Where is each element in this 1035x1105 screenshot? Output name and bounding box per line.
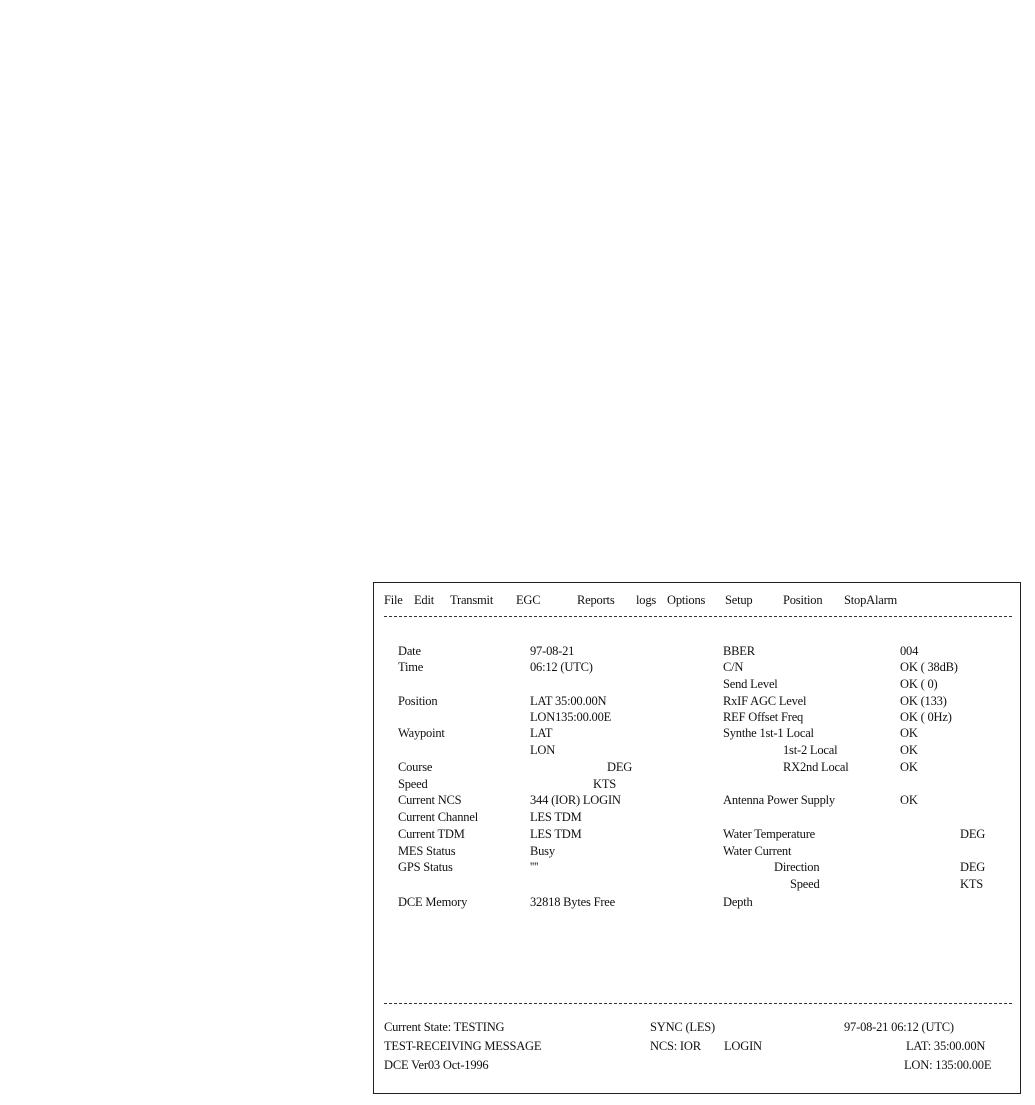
water-temp-unit: DEG	[960, 827, 986, 841]
synthe-1st2-label: 1st-2 Local	[783, 743, 838, 757]
menu-setup[interactable]: Setup	[725, 593, 753, 607]
current-state-text: Current State: TESTING	[384, 1020, 505, 1034]
bottom-divider	[384, 1003, 1012, 1004]
rxif-agc-label: RxIF AGC Level	[723, 694, 807, 708]
water-temp-label: Water Temperature	[723, 827, 816, 841]
version-text: DCE Ver03 Oct-1996	[384, 1058, 489, 1072]
synthe-1st1-value: OK	[900, 726, 918, 740]
ncs-status: NCS: IOR	[650, 1039, 701, 1053]
menu-bar	[384, 593, 1014, 611]
water-current-label: Water Current	[723, 844, 792, 858]
waypoint-lat: LAT	[530, 726, 553, 740]
position-label: Position	[398, 694, 438, 708]
antenna-power-label: Antenna Power Supply	[723, 793, 835, 807]
bber-value: 004	[900, 644, 919, 658]
course-label: Course	[398, 760, 433, 774]
current-channel-label: Current Channel	[398, 810, 478, 824]
menu-file[interactable]: File	[384, 593, 403, 607]
position-lon: LON135:00.00E	[530, 710, 612, 724]
current-channel-value: LES TDM	[530, 810, 582, 824]
water-speed-unit: KTS	[960, 877, 984, 891]
time-value: 06:12 (UTC)	[530, 660, 593, 674]
menu-logs[interactable]: logs	[636, 593, 657, 607]
synthe-1st2-value: OK	[900, 743, 918, 757]
date-label: Date	[398, 644, 421, 658]
sync-status: SYNC (LES)	[650, 1020, 716, 1034]
menu-edit[interactable]: Edit	[414, 593, 435, 607]
send-level-label: Send Level	[723, 677, 778, 691]
cn-label: C/N	[723, 660, 744, 674]
speed-label: Speed	[398, 777, 428, 791]
position-lat: LAT 35:00.00N	[530, 694, 607, 708]
footer-lat: LAT: 35:00.00N	[906, 1039, 986, 1053]
menu-egc[interactable]: EGC	[516, 593, 541, 607]
rxif-agc-value: OK (133)	[900, 694, 947, 708]
course-unit: DEG	[607, 760, 633, 774]
gps-status-value: ''''	[530, 860, 539, 874]
current-ncs-label: Current NCS	[398, 793, 462, 807]
direction-label: Direction	[774, 860, 820, 874]
gps-status-label: GPS Status	[398, 860, 453, 874]
waypoint-lon: LON	[530, 743, 556, 757]
date-value: 97-08-21	[530, 644, 575, 658]
message-status: TEST-RECEIVING MESSAGE	[384, 1039, 542, 1053]
speed-unit: KTS	[593, 777, 617, 791]
login-status: LOGIN	[724, 1039, 762, 1053]
menu-position[interactable]: Position	[783, 593, 823, 607]
depth-label: Depth	[723, 895, 753, 909]
antenna-power-value: OK	[900, 793, 918, 807]
ref-offset-label: REF Offset Freq	[723, 710, 804, 724]
current-tdm-value: LES TDM	[530, 827, 582, 841]
menu-reports[interactable]: Reports	[577, 593, 615, 607]
rx2nd-local-label: RX2nd Local	[783, 760, 849, 774]
cn-value: OK ( 38dB)	[900, 660, 958, 674]
water-speed-label: Speed	[790, 877, 820, 891]
menu-options[interactable]: Options	[667, 593, 706, 607]
current-tdm-label: Current TDM	[398, 827, 465, 841]
footer-datetime: 97-08-21 06:12 (UTC)	[844, 1020, 954, 1034]
mes-status-value: Busy	[530, 844, 555, 858]
bber-label: BBER	[723, 644, 755, 658]
dce-memory-label: DCE Memory	[398, 895, 468, 909]
mes-status-label: MES Status	[398, 844, 456, 858]
rx2nd-local-value: OK	[900, 760, 918, 774]
direction-unit: DEG	[960, 860, 986, 874]
current-ncs-value: 344 (IOR) LOGIN	[530, 793, 621, 807]
terminal-screen	[373, 582, 1021, 1094]
waypoint-label: Waypoint	[398, 726, 445, 740]
menu-transmit[interactable]: Transmit	[450, 593, 494, 607]
time-label: Time	[398, 660, 424, 674]
send-level-value: OK ( 0)	[900, 677, 938, 691]
footer-lon: LON: 135:00.00E	[904, 1058, 992, 1072]
synthe-1st1-label: Synthe 1st-1 Local	[723, 726, 814, 740]
top-divider	[384, 616, 1012, 617]
ref-offset-value: OK ( 0Hz)	[900, 710, 952, 724]
dce-memory-value: 32818 Bytes Free	[530, 895, 615, 909]
menu-stopalarm[interactable]: StopAlarm	[844, 593, 898, 607]
